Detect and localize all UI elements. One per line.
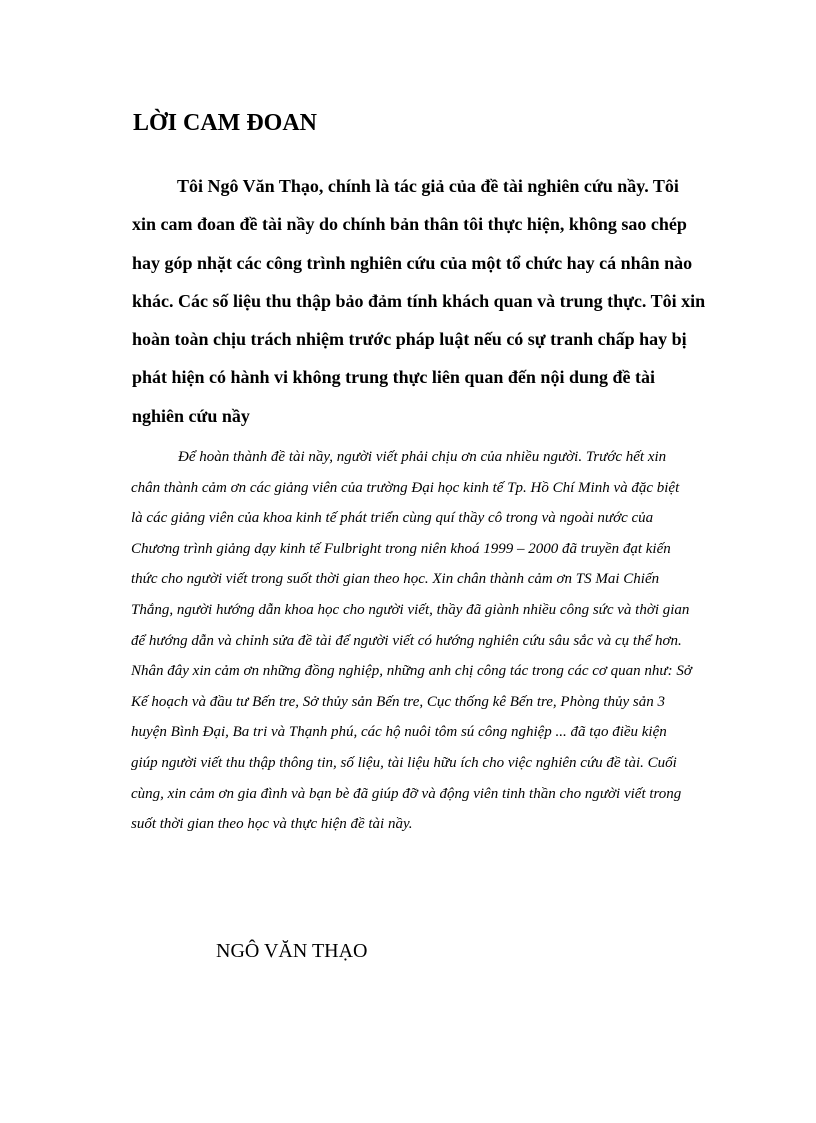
- declaration-line: Tôi Ngô Văn Thạo, chính là tác giả của đề tài nghiên cứu nầy. Tôi: [177, 176, 679, 196]
- acknowledgement-line: huyện Bình Đại, Ba tri và Thạnh phú, các hộ nuôi tôm sú công nghiệp ... đã tạo điều kiện: [131, 724, 667, 741]
- acknowledgement-line: cùng, xin cảm ơn gia đình và bạn bè đã giúp đỡ và động viên tinh thần cho người viết trong: [131, 785, 682, 802]
- author-signature: NGÔ VĂN THẠO: [216, 940, 368, 962]
- declaration-line: hoàn toàn chịu trách nhiệm trước pháp luật nếu có sự tranh chấp hay bị: [132, 329, 687, 350]
- acknowledgement-line: chân thành cảm ơn các giảng viên của trường Đại học kinh tế Tp. Hồ Chí Minh và đặc biệt: [131, 479, 680, 496]
- acknowledgement-line: giúp người viết thu thập thông tin, số liệu, tài liệu hữu ích cho việc nghiên cứu đề tài. Cuối: [131, 754, 677, 771]
- page-title: LỜI CAM ĐOAN: [133, 110, 317, 136]
- declaration-paragraph: [132, 167, 772, 435]
- acknowledgement-line: Để hoàn thành đề tài nầy, người viết phải chịu ơn của nhiều người. Trước hết xin: [178, 449, 667, 465]
- acknowledgement-line: Thắng, người hướng dẫn khoa học cho người viết, thầy đã giành nhiều công sức và thời gian: [131, 601, 690, 618]
- declaration-line: khác. Các số liệu thu thập bảo đảm tính khách quan và trung thực. Tôi xin: [132, 290, 706, 311]
- acknowledgement-line: Chương trình giảng dạy kinh tế Fulbright trong niên khoá 1999 – 2000 đã truyền đạt kiến: [131, 540, 671, 557]
- acknowledgement-line: Nhân đây xin cảm ơn những đồng nghiệp, những anh chị công tác trong các cơ quan như: Sở: [131, 663, 692, 680]
- acknowledgement-line: Kế hoạch và đầu tư Bến tre, Sở thủy sản Bến tre, Cục thống kê Bến tre, Phòng thủy sản 3: [131, 693, 665, 710]
- acknowledgement-line: để hướng dẫn và chỉnh sửa đề tài để người viết có hướng nghiên cứu sâu sắc và cụ thể hơn.: [131, 632, 682, 649]
- declaration-line: nghiên cứu nầy: [132, 405, 250, 426]
- declaration-line: xin cam đoan đề tài nầy do chính bản thân tôi thực hiện, không sao chép: [132, 214, 687, 235]
- acknowledgement-line: thức cho người viết trong suốt thời gian theo học. Xin chân thành cảm ơn TS Mai Chiến: [131, 571, 660, 588]
- declaration-line: phát hiện có hành vi không trung thực liên quan đến nội dung đề tài: [132, 367, 655, 388]
- acknowledgement-paragraph: [131, 442, 771, 840]
- acknowledgement-line: là các giảng viên của khoa kinh tế phát triển cùng quí thầy cô trong và ngoài nước của: [131, 510, 654, 527]
- acknowledgement-line: suốt thời gian theo học và thực hiện đề tài nầy.: [131, 816, 413, 833]
- declaration-line: hay góp nhặt các công trình nghiên cứu của một tổ chức hay cá nhân nào: [132, 252, 693, 273]
